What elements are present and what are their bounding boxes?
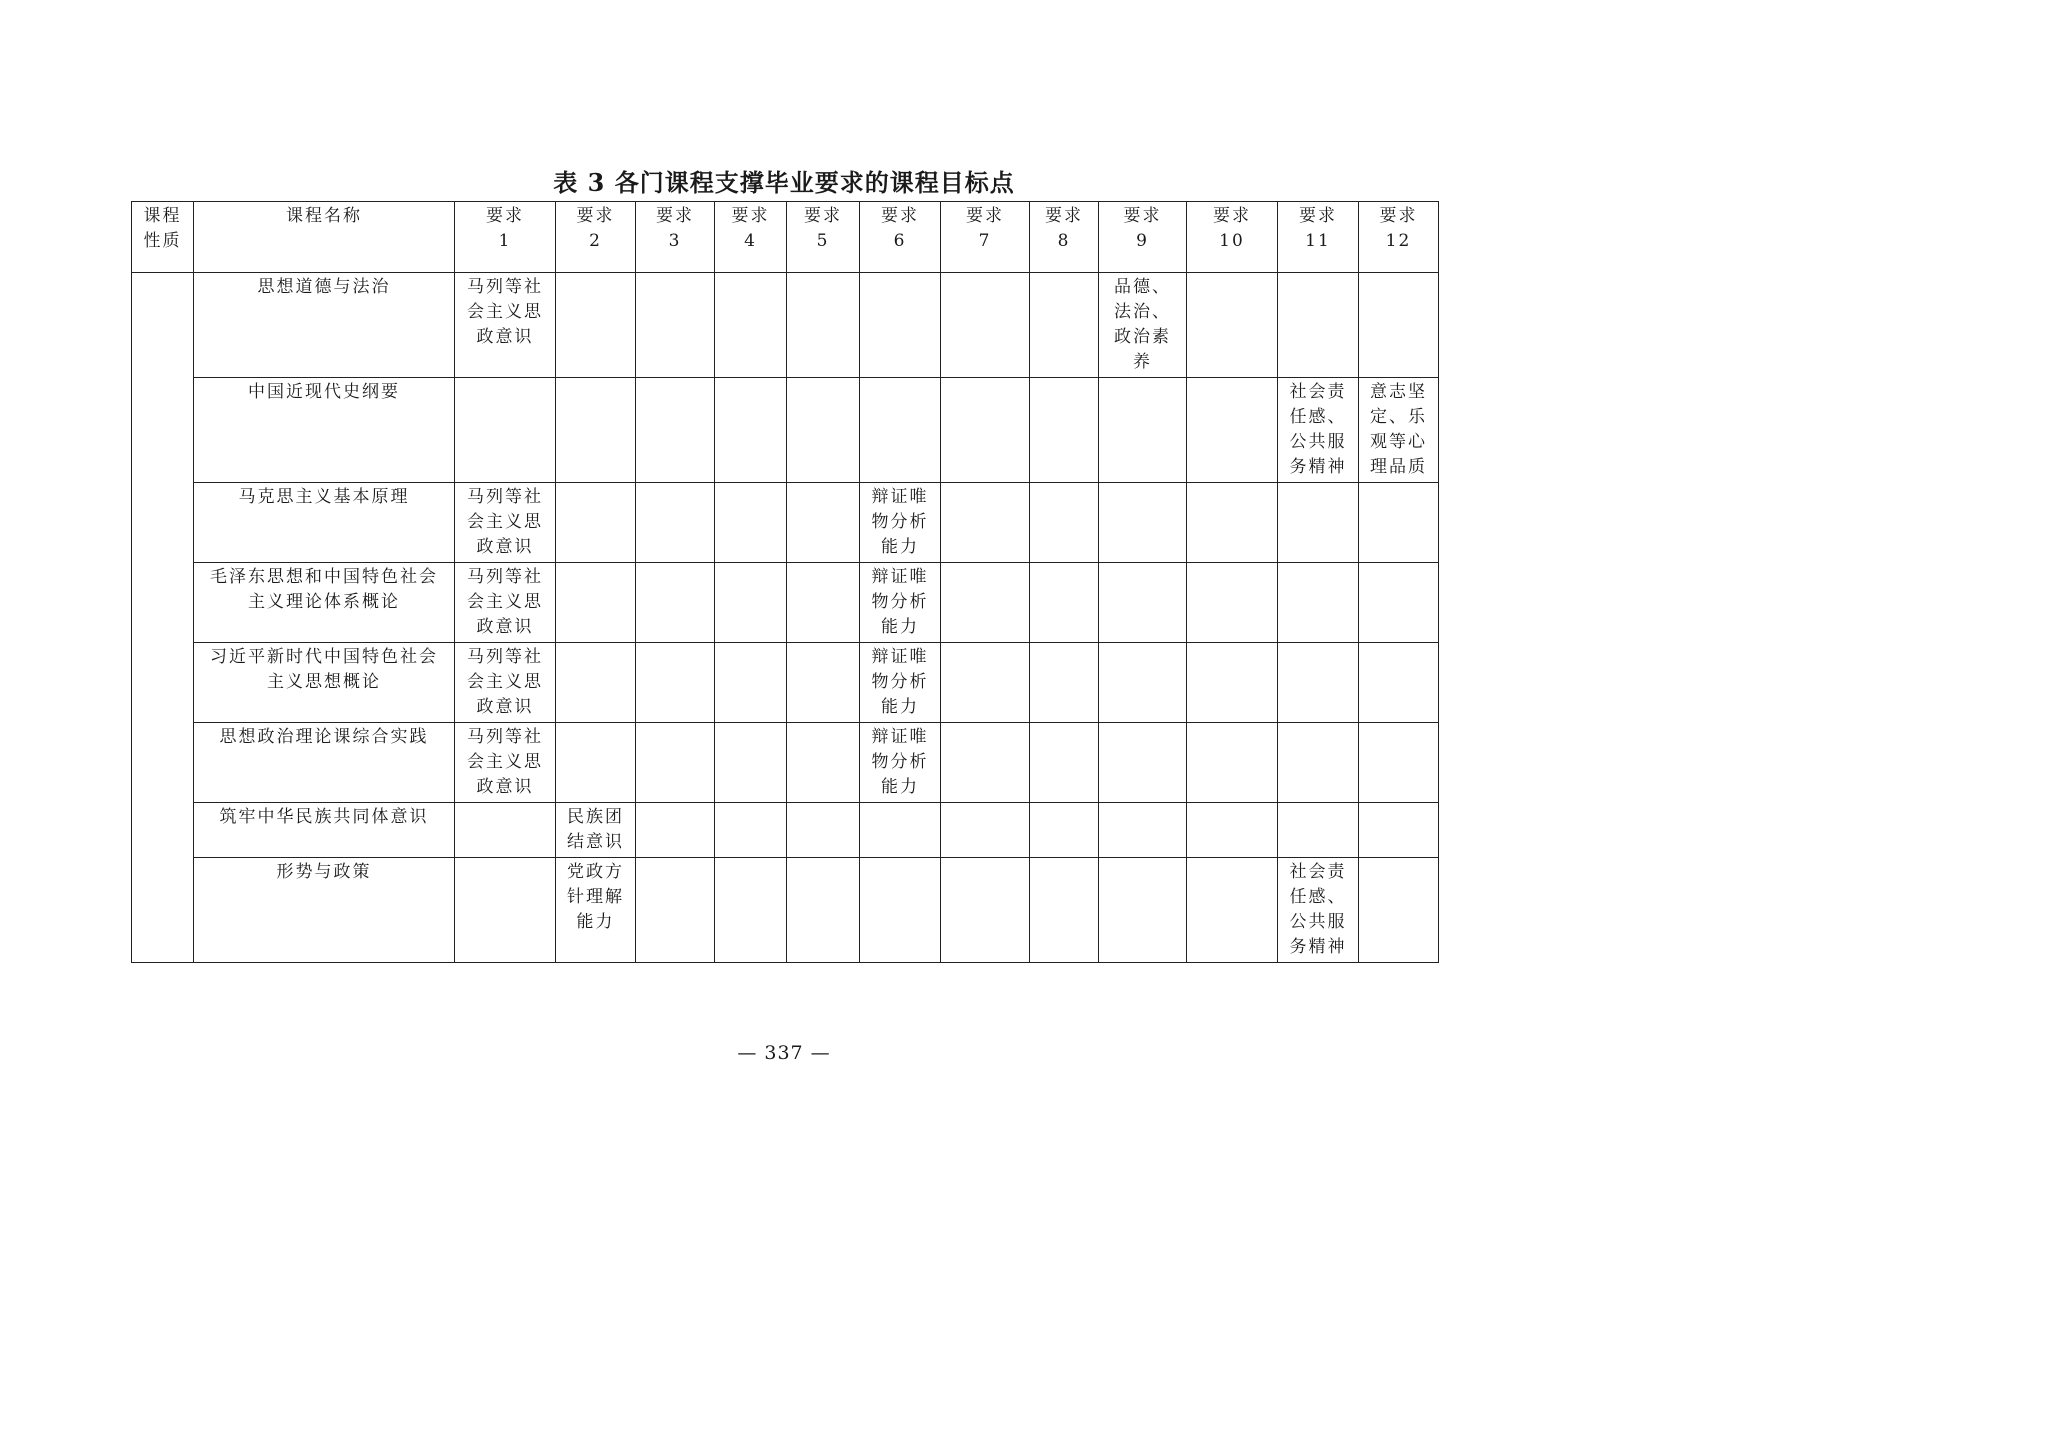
header-row (132, 202, 1439, 273)
requirement-9-cell (1099, 803, 1187, 858)
requirement-1-cell (455, 378, 556, 483)
requirement-1-cell (455, 858, 556, 963)
requirement-2-cell (556, 643, 636, 723)
header-requirement-number: 2 (589, 231, 602, 251)
page-number: — 337 — (737, 1042, 831, 1064)
header-requirement-number: 5 (816, 231, 830, 251)
header-requirement-7 (941, 202, 1030, 273)
header-requirement-label: 要求 (966, 206, 1004, 226)
requirement-1-cell: 马列等社 会主义思 政意识 (455, 563, 556, 643)
requirement-10-cell (1187, 273, 1278, 378)
course-nature-cell (132, 273, 194, 963)
requirement-8-cell (1030, 483, 1099, 563)
requirement-10-cell (1187, 643, 1278, 723)
course-name-cell: 思想道德与法治 (194, 273, 455, 378)
header-requirement-number: 4 (744, 231, 757, 251)
requirement-2-cell (556, 378, 636, 483)
requirement-4-cell (715, 483, 787, 563)
requirement-3-cell (636, 858, 715, 963)
requirement-7-cell (941, 378, 1030, 483)
header-requirement-number: 7 (978, 231, 992, 251)
requirement-7-cell (941, 858, 1030, 963)
requirement-12-cell (1359, 803, 1439, 858)
requirement-9-cell (1099, 378, 1187, 483)
header-requirement-1 (455, 202, 556, 273)
requirement-3-cell (636, 378, 715, 483)
requirement-7-cell (941, 723, 1030, 803)
requirement-4-cell (715, 858, 787, 963)
header-requirement-12 (1359, 202, 1439, 273)
header-requirement-8 (1030, 202, 1099, 273)
requirement-4-cell (715, 803, 787, 858)
header-course-nature-line2: 性质 (143, 231, 182, 251)
requirement-12-cell (1359, 563, 1439, 643)
requirement-8-cell (1030, 858, 1099, 963)
requirement-1-cell: 马列等社 会主义思 政意识 (455, 643, 556, 723)
course-name-cell: 筑牢中华民族共同体意识 (194, 803, 455, 858)
requirement-10-cell (1187, 378, 1278, 483)
requirement-8-cell (1030, 378, 1099, 483)
requirement-10-cell (1187, 563, 1278, 643)
requirement-7-cell (941, 643, 1030, 723)
header-requirement-6 (860, 202, 941, 273)
course-name-cell: 中国近现代史纲要 (194, 378, 455, 483)
requirement-8-cell (1030, 723, 1099, 803)
requirement-1-cell: 马列等社 会主义思 政意识 (455, 483, 556, 563)
table-row (132, 858, 1439, 963)
requirement-5-cell (787, 643, 860, 723)
requirement-2-cell (556, 273, 636, 378)
requirement-5-cell (787, 273, 860, 378)
header-requirement-label: 要求 (1299, 206, 1337, 226)
requirement-1-cell: 马列等社 会主义思 政意识 (455, 273, 556, 378)
table-row (132, 563, 1439, 643)
requirement-9-cell (1099, 723, 1187, 803)
requirement-6-cell: 辩证唯 物分析 能力 (860, 563, 941, 643)
requirement-7-cell (941, 563, 1030, 643)
course-name-cell: 毛泽东思想和中国特色社会 主义理论体系概论 (194, 563, 455, 643)
requirement-6-cell: 辩证唯 物分析 能力 (860, 723, 941, 803)
header-requirement-3 (636, 202, 715, 273)
requirement-10-cell (1187, 483, 1278, 563)
table-row (132, 483, 1439, 563)
header-requirement-number: 12 (1385, 231, 1412, 251)
requirement-8-cell (1030, 643, 1099, 723)
requirement-2-cell (556, 563, 636, 643)
course-requirements-table (131, 201, 1439, 963)
requirement-4-cell (715, 723, 787, 803)
requirement-11-cell (1278, 563, 1359, 643)
requirement-11-cell: 社会责 任感、 公共服 务精神 (1278, 858, 1359, 963)
table-row (132, 643, 1439, 723)
requirement-12-cell (1359, 483, 1439, 563)
header-requirement-label: 要求 (1379, 206, 1418, 226)
course-name-cell: 形势与政策 (194, 858, 455, 963)
requirement-4-cell (715, 643, 787, 723)
requirement-9-cell (1099, 563, 1187, 643)
requirement-6-cell (860, 858, 941, 963)
header-requirement-label: 要求 (804, 206, 842, 226)
requirement-3-cell (636, 723, 715, 803)
requirement-12-cell (1359, 273, 1439, 378)
header-requirement-number: 8 (1057, 231, 1071, 251)
requirement-9-cell (1099, 858, 1187, 963)
requirement-5-cell (787, 563, 860, 643)
header-course-nature-line1: 课程 (143, 206, 182, 226)
requirement-5-cell (787, 483, 860, 563)
requirement-8-cell (1030, 563, 1099, 643)
header-requirement-label: 要求 (576, 206, 615, 226)
requirement-2-cell: 党政方 针理解 能力 (556, 858, 636, 963)
header-requirement-label: 要求 (486, 206, 524, 226)
requirement-4-cell (715, 378, 787, 483)
requirement-10-cell (1187, 803, 1278, 858)
requirement-10-cell (1187, 858, 1278, 963)
requirement-12-cell (1359, 643, 1439, 723)
header-requirement-label: 要求 (1123, 206, 1162, 226)
header-requirement-10 (1187, 202, 1278, 273)
requirement-11-cell: 社会责 任感、 公共服 务精神 (1278, 378, 1359, 483)
requirement-6-cell (860, 803, 941, 858)
requirement-3-cell (636, 273, 715, 378)
header-course-name: 课程名称 (194, 202, 455, 273)
requirement-4-cell (715, 273, 787, 378)
requirement-9-cell (1099, 483, 1187, 563)
requirement-10-cell (1187, 723, 1278, 803)
requirement-8-cell (1030, 803, 1099, 858)
table-row (132, 803, 1439, 858)
requirement-9-cell: 品德、 法治、 政治素 养 (1099, 273, 1187, 378)
requirement-7-cell (941, 803, 1030, 858)
course-name-cell: 习近平新时代中国特色社会 主义思想概论 (194, 643, 455, 723)
header-requirement-number: 6 (893, 231, 907, 251)
requirement-2-cell (556, 723, 636, 803)
requirement-8-cell (1030, 273, 1099, 378)
header-requirement-label: 要求 (881, 206, 919, 226)
requirement-11-cell (1278, 803, 1359, 858)
requirement-11-cell (1278, 483, 1359, 563)
requirement-12-cell: 意志坚 定、乐 观等心 理品质 (1359, 378, 1439, 483)
header-requirement-2 (556, 202, 636, 273)
requirement-3-cell (636, 563, 715, 643)
requirement-6-cell: 辩证唯 物分析 能力 (860, 483, 941, 563)
course-name-cell: 马克思主义基本原理 (194, 483, 455, 563)
requirement-5-cell (787, 378, 860, 483)
requirement-2-cell (556, 483, 636, 563)
table-body (132, 273, 1439, 963)
requirement-6-cell (860, 273, 941, 378)
requirement-5-cell (787, 858, 860, 963)
table-title: 表 3 各门课程支撑毕业要求的课程目标点 (553, 168, 1015, 197)
requirement-6-cell (860, 378, 941, 483)
header-requirement-number: 10 (1219, 231, 1245, 251)
header-requirement-number: 11 (1305, 231, 1331, 251)
header-requirement-label: 要求 (1045, 206, 1083, 226)
requirement-12-cell (1359, 858, 1439, 963)
header-requirement-number: 9 (1136, 231, 1149, 251)
requirement-12-cell (1359, 723, 1439, 803)
requirement-11-cell (1278, 643, 1359, 723)
requirement-6-cell: 辩证唯 物分析 能力 (860, 643, 941, 723)
requirement-11-cell (1278, 273, 1359, 378)
header-requirement-number: 3 (668, 231, 682, 251)
table-row (132, 378, 1439, 483)
requirement-3-cell (636, 643, 715, 723)
requirement-7-cell (941, 273, 1030, 378)
requirement-11-cell (1278, 723, 1359, 803)
requirement-7-cell (941, 483, 1030, 563)
header-course-nature (132, 202, 194, 273)
header-requirement-4 (715, 202, 787, 273)
table-row (132, 273, 1439, 378)
header-requirement-label: 要求 (1213, 206, 1251, 226)
header-requirement-11 (1278, 202, 1359, 273)
header-requirement-9 (1099, 202, 1187, 273)
requirement-3-cell (636, 803, 715, 858)
requirement-5-cell (787, 723, 860, 803)
requirement-5-cell (787, 803, 860, 858)
requirement-9-cell (1099, 643, 1187, 723)
header-requirement-label: 要求 (656, 206, 694, 226)
requirement-2-cell: 民族团 结意识 (556, 803, 636, 858)
header-requirement-5 (787, 202, 860, 273)
requirement-4-cell (715, 563, 787, 643)
requirement-1-cell: 马列等社 会主义思 政意识 (455, 723, 556, 803)
header-requirement-number: 1 (498, 231, 512, 251)
requirement-1-cell (455, 803, 556, 858)
table-row (132, 723, 1439, 803)
requirement-3-cell (636, 483, 715, 563)
course-name-cell: 思想政治理论课综合实践 (194, 723, 455, 803)
header-requirement-label: 要求 (731, 206, 770, 226)
